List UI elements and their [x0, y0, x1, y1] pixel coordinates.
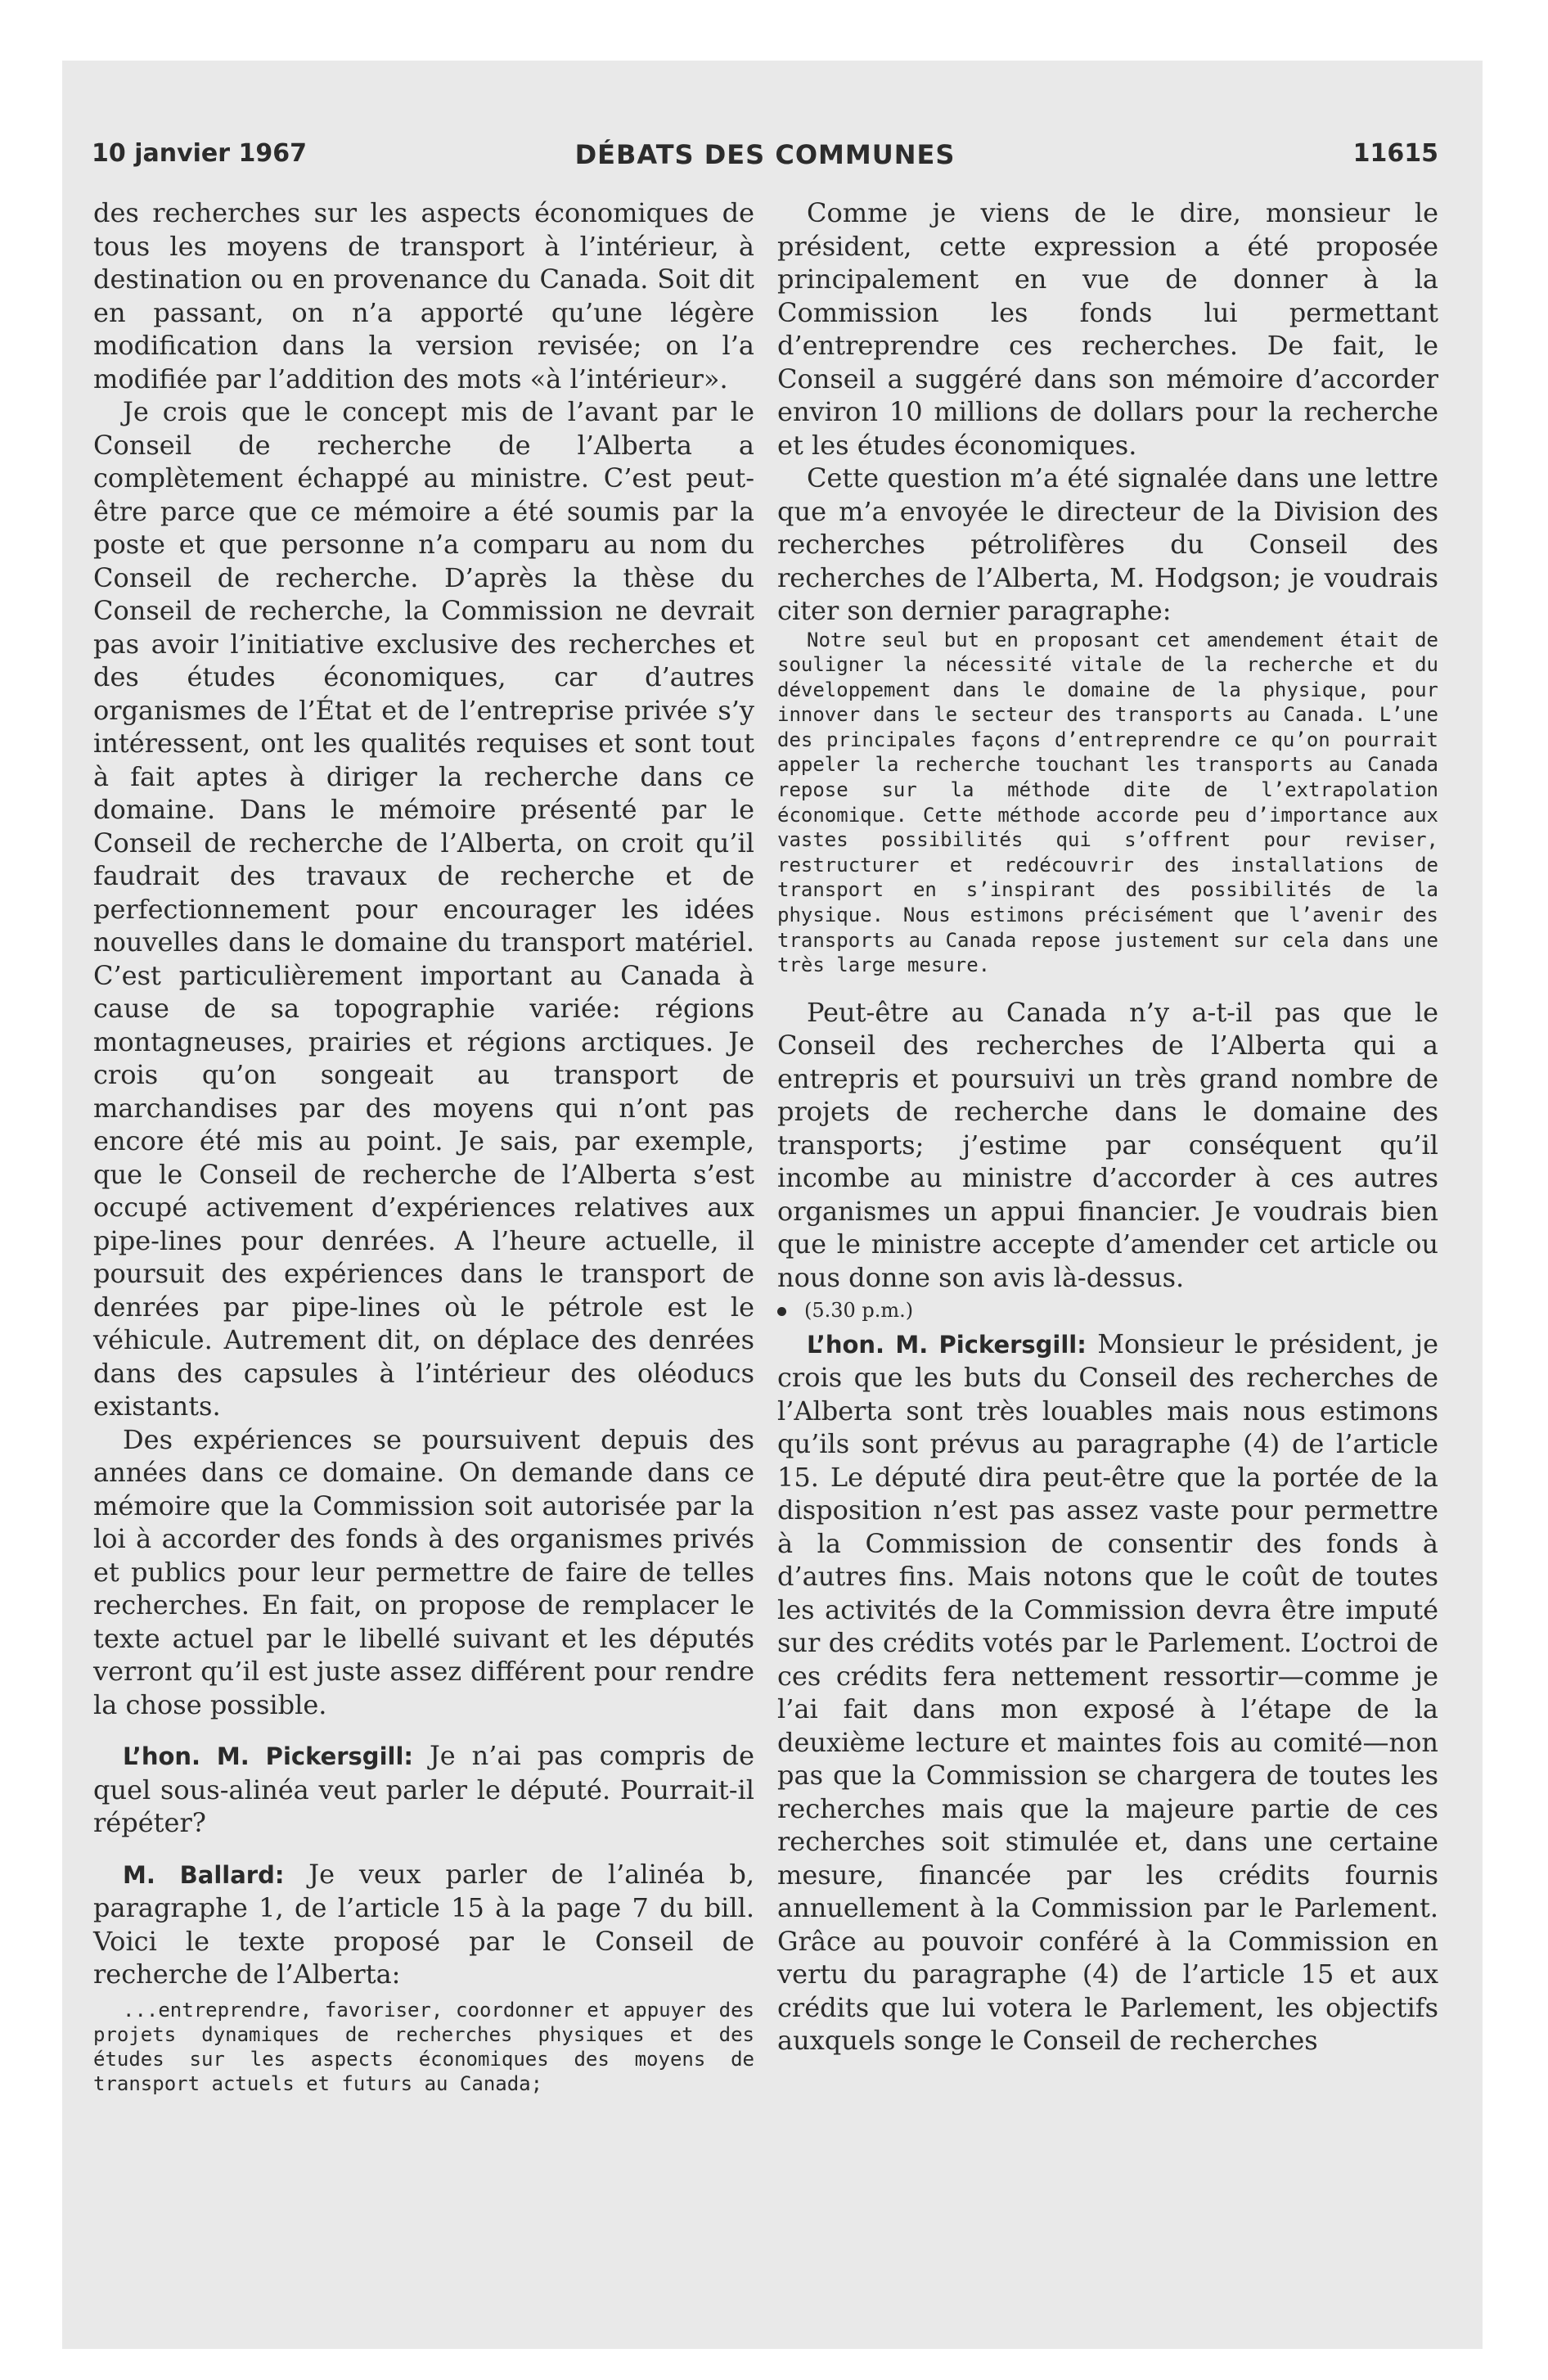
right-column — [777, 196, 1438, 2058]
block-quote: ...entreprendre, favoriser, coordonner et appuyer des projets dynamiques de recherches physiques et des études sur les aspects économiques des moyens de transport actuels et futurs au Canada; — [93, 1998, 754, 2095]
left-column — [93, 196, 754, 2096]
speech-text: Monsieur le président, je crois que les buts du Conseil des recherches de l’Alberta sont très louables mais nous estimons qu’ils sont prévus au paragraphe (4) de l’article 15. Le député dira peut-être que la portée de la disposition n’est pas assez vaste pour permettre à la Commission de consentir des fonds à d’autres fins. Mais notons que le coût de toutes les activités de la Commission devra être imputé sur des crédits votés par le Parlement. L’octroi de ces crédits fera nettement ressortir—comme je l’ai fait dans mon exposé à l’étape de la deuxième lecture et maintes fois au comité—non pas que la Commission se chargera de toutes les recherches mais que la majeure partie de ces recherches soit stimulée et, dans une certaine mesure, financée par les crédits fournis annuellement à la Commission par le Parlement. Grâce au pouvoir conféré à la Commission en vertu du paragraphe (4) de l’article 15 et aux crédits que lui votera le Parlement, les objectifs auxquels songe le Conseil de recherches — [777, 1327, 1439, 2057]
paragraph: Peut-être au Canada n’y a-t-il pas que le Conseil des recherches de l’Alberta qui a entrepris et poursuivi un très grand nombre de projets de recherche dans le domaine des transports; j’estime par conséquent qu’il incombe au ministre d’accorder à ces autres organismes un appui financier. Je voudrais bien que le ministre accepte d’amender cet article ou nous donne son avis là-dessus. — [777, 996, 1438, 1293]
speaker-name: M. Ballard: — [123, 1860, 285, 1889]
speech-text: Je veux parler de l’alinéa b, paragraphe 1, de l’article 15 à la page 7 du bill. Voici le texte proposé par le Conseil de recherche de l’Alberta: — [93, 1858, 754, 1990]
speech-text: Je n’ai pas compris de quel sous-alinéa veut parler le député. Pourrait-il répéter? — [93, 1740, 754, 1838]
paragraph: Des expériences se poursuivent depuis des années dans ce domaine. On demande dans ce mémoire que la Commission soit autorisée par la loi à accorder des fonds à des organismes privés et publics pour leur permettre de faire de telles recherches. En fait, on propose de remplacer le texte actuel par le libellé suivant et les députés verront qu’il est juste assez différent pour rendre la chose possible. — [93, 1423, 754, 1720]
paragraph: des recherches sur les aspects économiques de tous les moyens de transport à l’intérieur, à destination ou en provenance du Canada. Soit dit en passant, on n’a apporté qu’une légère modification dans la version revisée; on l’a modifiée par l’addition des mots «à l’intérieur». — [93, 197, 754, 394]
timestamp — [777, 1294, 1438, 1327]
speech — [93, 1858, 754, 1991]
block-quote: Notre seul but en proposant cet amendement était de souligner la nécessité vitale de la recherche et du développement dans le domaine de la physique, pour innover dans le secteur des transports au Canada. L’une des principales façons d’entreprendre ce qu’on pourrait appeler la recherche touchant les transports au Canada repose sur la méthode dite de l’extrapolation économique. Cette méthode accorde peu d’importance aux vastes possibilités qui s’offrent pour reviser, restructurer et redécouvrir des installations de transport en s’inspirant des possibilités de la physique. Nous estimons précisément que l’avenir des transports au Canada repose justement sur cela dans une très large mesure. — [777, 628, 1438, 977]
header-title: DÉBATS DES COMMUNES — [574, 139, 956, 170]
speech — [777, 1327, 1438, 2058]
paragraph: Je crois que le concept mis de l’avant par le Conseil de recherche de l’Alberta a complètement échappé au ministre. C’est peut-être parce que ce mémoire a été soumis par la poste et que personne n’a comparu au nom du Conseil de recherche. D’après la thèse du Conseil de recherche, la Commission ne devrait pas avoir l’initiative exclusive des recherches et des études économiques, car d’autres organismes de l’État et de l’entreprise privée s’y intéressent, ont les qualités requises et sont tout à fait aptes à diriger la recherche dans ce domaine. Dans le mémoire présenté par le Conseil de recherche de l’Alberta, on croit qu’il faudrait des travaux de recherche et de perfectionnement pour encourager les idées nouvelles dans le domaine du transport matériel. C’est particulièrement important au Canada à cause de sa topographie variée: régions montagneuses, prairies et régions arctiques. Je crois qu’on songeait au transport de marchandises par des moyens qui n’ont pas encore été mis au point. Je sais, par exemple, que le Conseil de recherche de l’Alberta s’est occupé activement d’expériences relatives aux pipe-lines pour denrées. A l’heure actuelle, il poursuit des expériences dans le transport de denrées par pipe-lines où le pétrole est le véhicule. Autrement dit, on déplace des denrées dans des capsules à l’intérieur des oléoducs existants. — [93, 396, 754, 1422]
paragraph: Cette question m’a été signalée dans une lettre que m’a envoyée le directeur de la Division des recherches pétrolifères du Conseil des recherches de l’Alberta, M. Hodgson; je voudrais citer son dernier paragraphe: — [777, 462, 1438, 626]
page-number: 11615 — [1352, 139, 1438, 168]
timestamp-text: (5.30 p.m.) — [804, 1299, 914, 1323]
bullet-icon — [777, 1307, 786, 1316]
speaker-name: L’hon. M. Pickersgill: — [807, 1330, 1087, 1359]
page-header — [92, 139, 1438, 177]
header-date: 10 janvier 1967 — [92, 139, 307, 168]
speaker-name: L’hon. M. Pickersgill: — [123, 1742, 413, 1770]
speech — [93, 1739, 754, 1840]
paragraph: Comme je viens de le dire, monsieur le président, cette expression a été proposée principalement en vue de donner à la Commission les fonds lui permettant d’entreprendre ces recherches. De fait, le Conseil a suggéré dans son mémoire d’accorder environ 10 millions de dollars pour la recherche et les études économiques. — [777, 197, 1438, 461]
